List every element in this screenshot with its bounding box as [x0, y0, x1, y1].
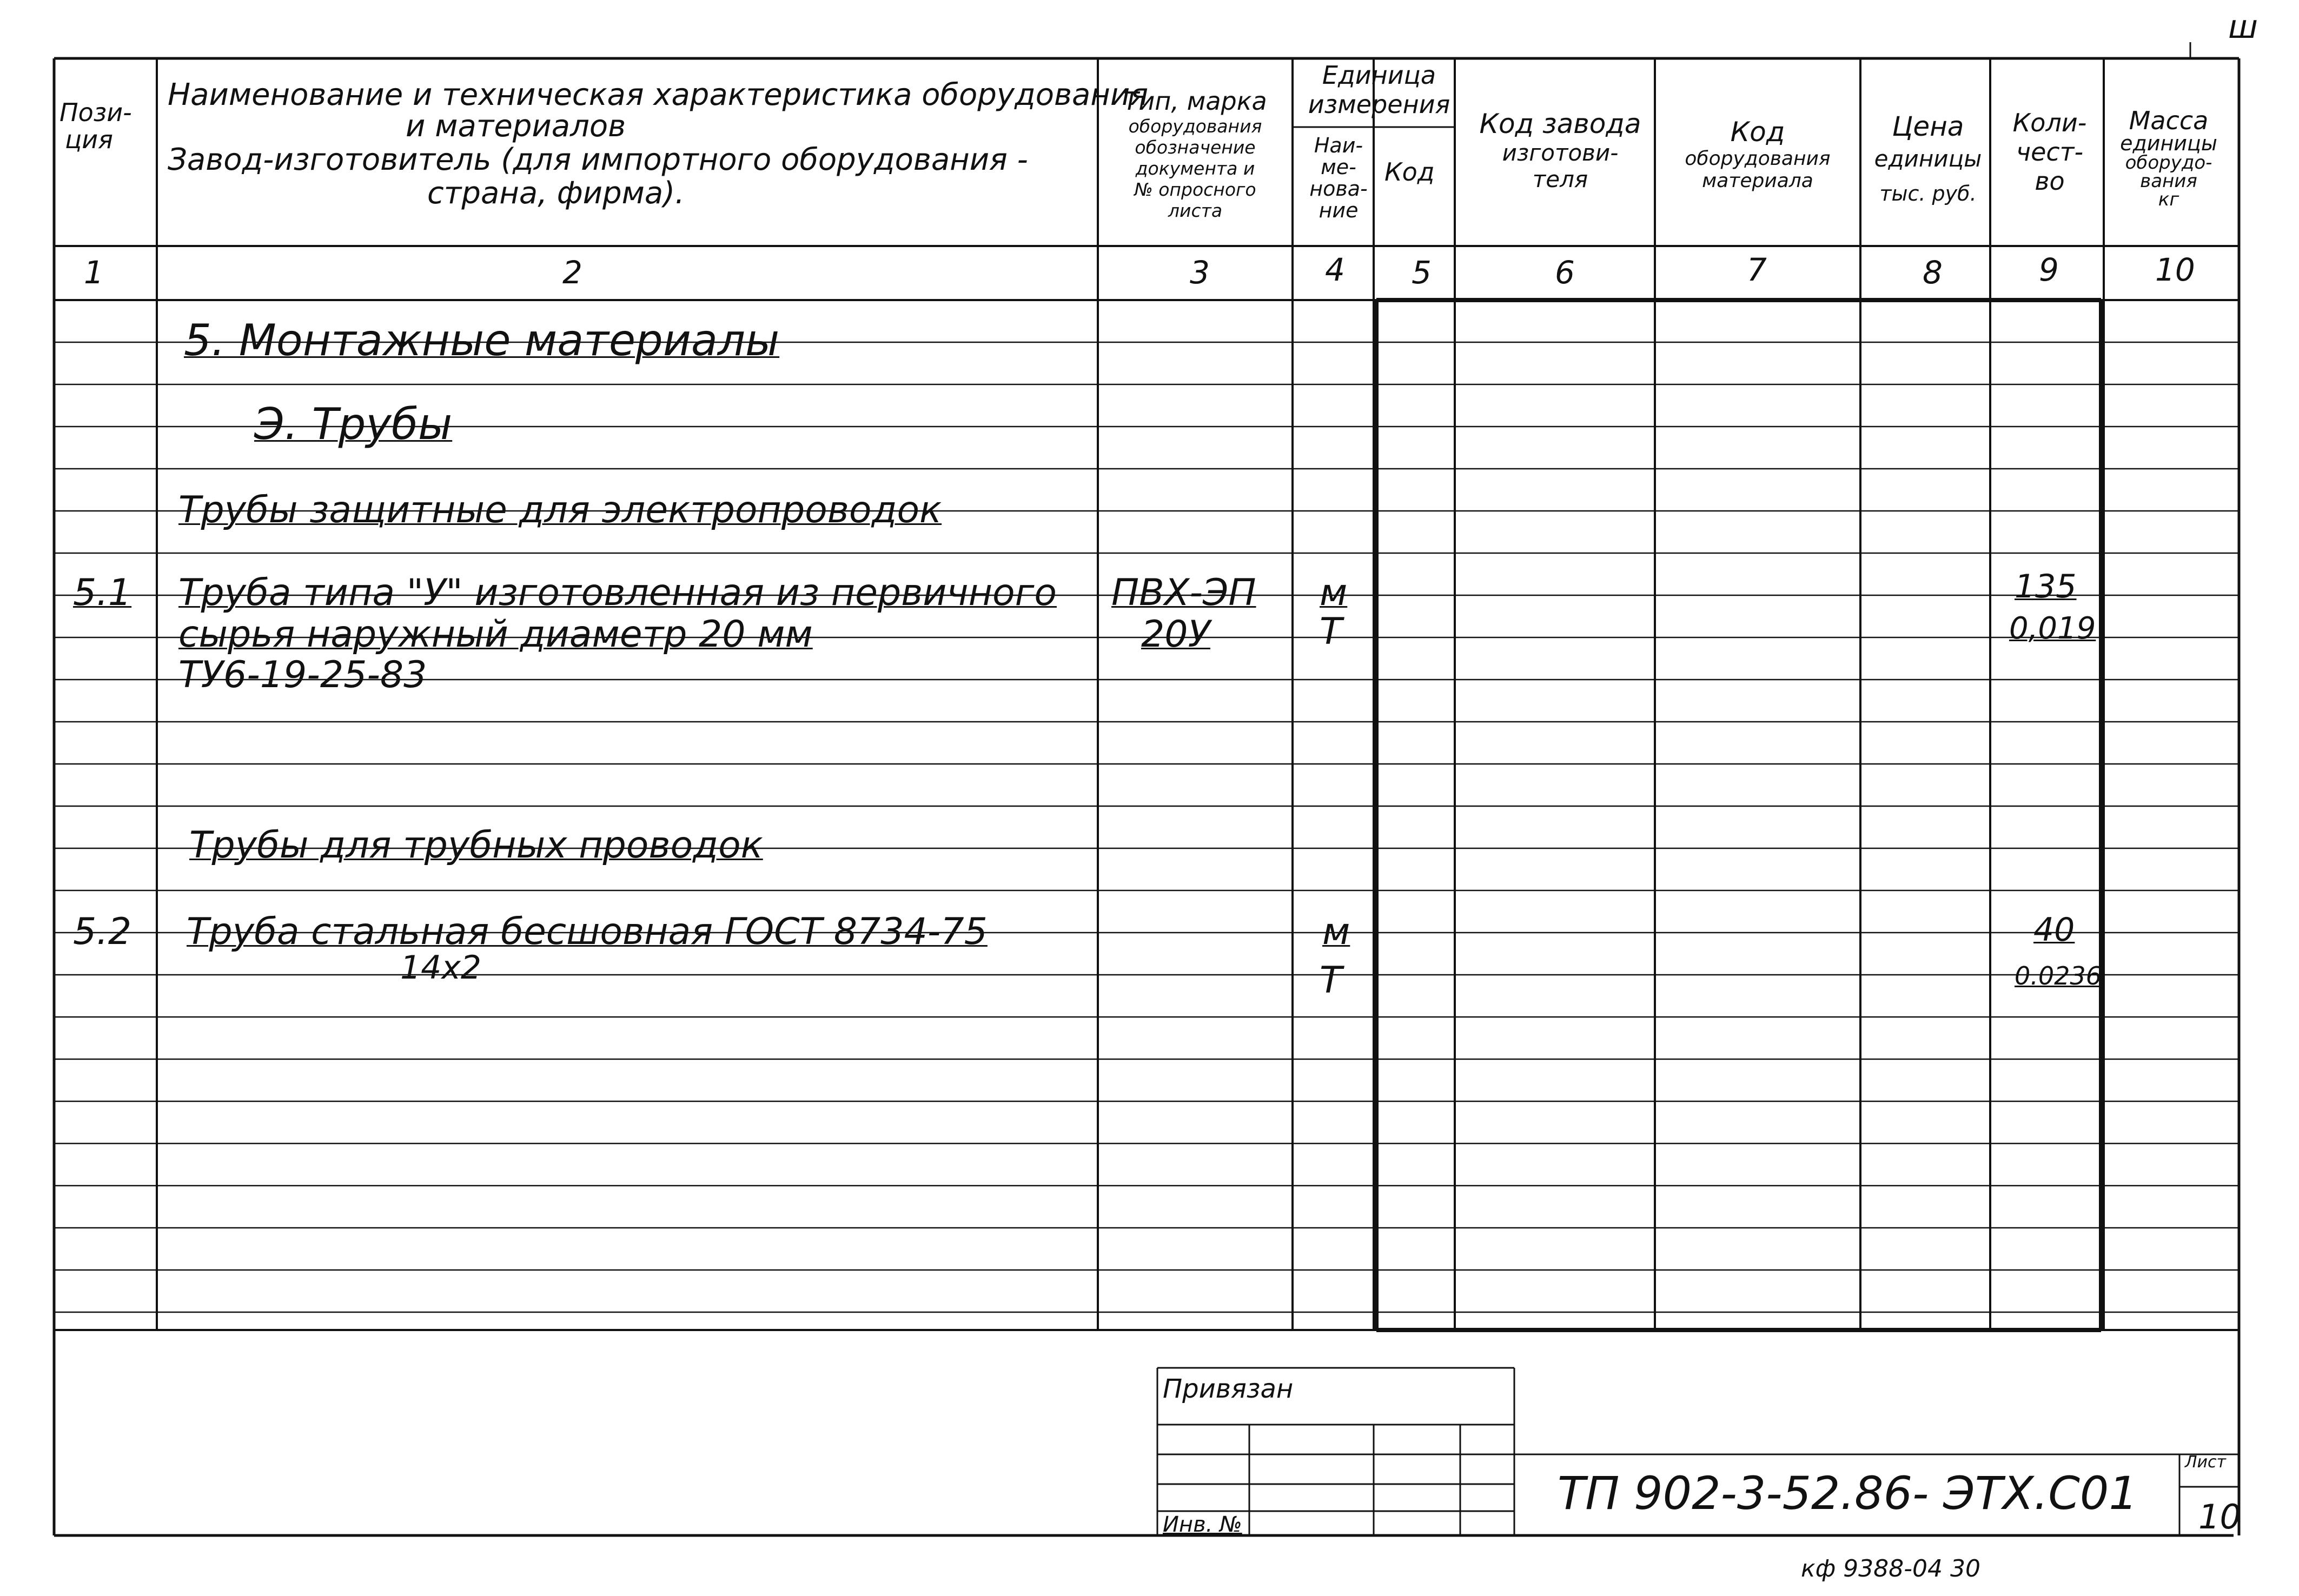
- header-col-unit-code: Код: [1384, 157, 1435, 187]
- header-col-name: Наименование и техническая характеристика оборудования и материалов Завод-изготовитель (для импортного оборудования - страна, фирма).: [168, 77, 1148, 211]
- footer-archive-number: кф 9388-04 30: [1801, 1555, 1980, 1582]
- header-col-position: Пози- ция: [59, 98, 132, 154]
- item-description-line: 14х2: [400, 949, 482, 987]
- item-type: ПВХ-ЭП: [1111, 571, 1256, 614]
- colnum-8: 8: [1923, 254, 1943, 291]
- item-quantity: 135: [2015, 568, 2077, 606]
- item-description-line: сырья наружный диаметр 20 мм: [178, 613, 813, 656]
- item-unit: Т: [1320, 959, 1342, 1002]
- header-col-equipment-code: Код оборудования материала: [1685, 116, 1831, 192]
- item-type: 20У: [1141, 613, 1210, 656]
- section-heading: 5. Монтажные материалы: [184, 315, 780, 365]
- section-heading: Э. Трубы: [254, 399, 453, 449]
- item-description-line: ТУ6-19-25-83: [178, 654, 427, 696]
- item-description-line: Труба типа "У" изготовленная из первичного: [178, 571, 1057, 614]
- colnum-7: 7: [1747, 251, 1767, 288]
- colnum-4: 4: [1325, 251, 1345, 288]
- sheet-label: Лист: [2185, 1453, 2227, 1472]
- colnum-9: 9: [2039, 251, 2059, 288]
- document-code: ТП 902-3-52.86- ЭТХ.С01: [1558, 1467, 2138, 1520]
- item-quantity: 40: [2033, 911, 2075, 949]
- item-position: 5.2: [73, 910, 132, 953]
- item-description-line: Труба стальная бесшовная ГОСТ 8734-75: [187, 910, 988, 953]
- item-position: 5.1: [73, 571, 132, 614]
- sheet-number: 10: [2198, 1497, 2241, 1537]
- colnum-6: 6: [1555, 254, 1575, 291]
- header-col-mass: Масса единицы оборудо- вания кг: [2120, 106, 2217, 210]
- item-mass: 0.0236: [2015, 961, 2102, 990]
- stamp-inv-label: Инв. №: [1163, 1512, 1242, 1537]
- stamp-attached-label: Привязан: [1163, 1374, 1294, 1404]
- colnum-10: 10: [2155, 251, 2195, 288]
- corner-mark: ш: [2228, 8, 2258, 46]
- colnum-3: 3: [1190, 254, 1210, 291]
- header-col-unit-group: Единица измерения: [1308, 61, 1450, 119]
- header-col-quantity: Коли- чест- во: [2012, 108, 2087, 196]
- section-heading: Трубы защитные для электропроводок: [178, 489, 942, 531]
- colnum-2: 2: [562, 254, 582, 291]
- item-mass: 0,019: [2009, 611, 2096, 646]
- header-col-factory-code: Код завода изготови- теля: [1479, 108, 1641, 192]
- header-col-unit-name: Наи- ме- нова- ние: [1309, 134, 1368, 222]
- section-heading: Трубы для трубных проводок: [189, 824, 763, 867]
- header-col-type: Тип, марка оборудования обозначение документа и № опросного листа: [1123, 87, 1267, 221]
- header-col-price: Цена единицы тыс. руб.: [1874, 111, 1982, 205]
- item-unit: м: [1322, 910, 1350, 953]
- colnum-5: 5: [1412, 254, 1432, 291]
- item-unit: м: [1320, 571, 1348, 614]
- item-unit: Т: [1320, 610, 1342, 653]
- colnum-1: 1: [84, 254, 104, 291]
